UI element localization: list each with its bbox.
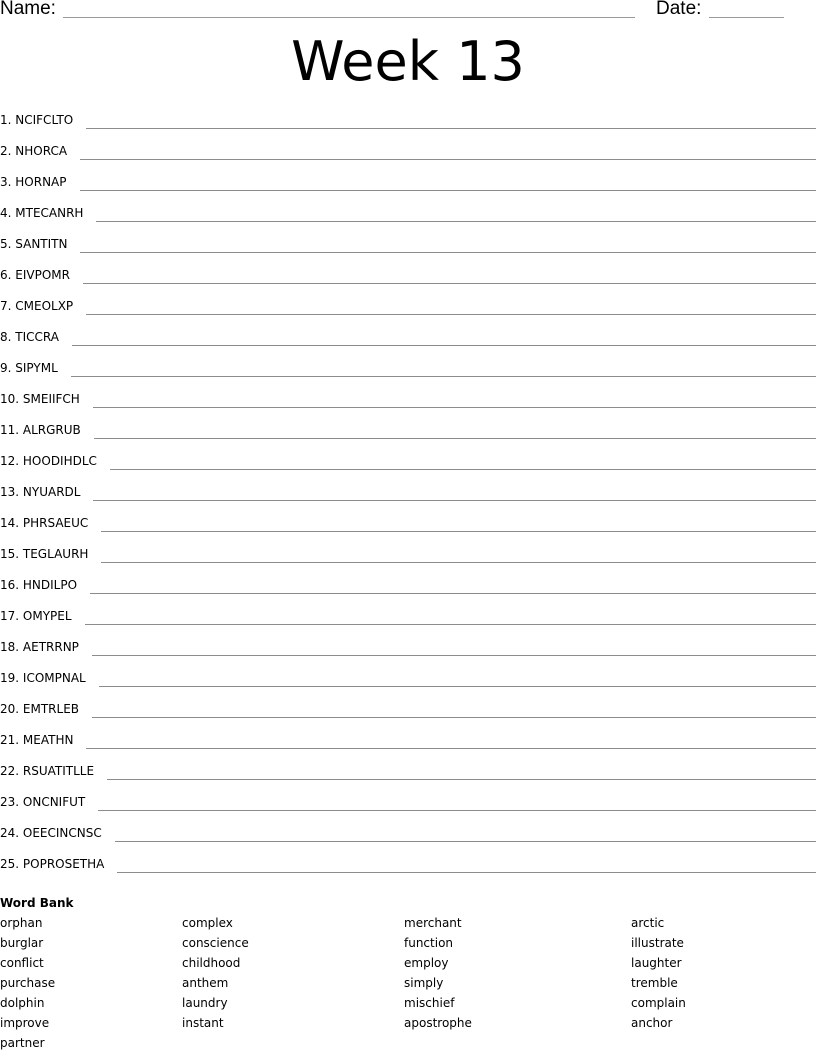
answer-line: [86, 128, 816, 129]
answer-line: [83, 283, 816, 284]
date-label: Date:: [656, 0, 702, 19]
question-row: [0, 856, 816, 887]
scrambled-word-label: 11. ALRGRUB: [0, 423, 81, 437]
scrambled-word-label: 23. ONCNIFUT: [0, 795, 86, 809]
word-bank: [0, 895, 816, 1056]
answer-line: [94, 438, 816, 439]
answer-line: [101, 531, 816, 532]
word-bank-word: purchase: [0, 976, 56, 990]
question-row: [0, 825, 816, 856]
question-row: [0, 453, 816, 484]
question-row: [0, 267, 816, 298]
answer-line: [99, 686, 816, 687]
word-bank-word: partner: [0, 1036, 45, 1050]
answer-line: [107, 779, 816, 780]
word-bank-word: simply: [404, 976, 444, 990]
question-row: [0, 174, 816, 205]
scrambled-word-label: 1. NCIFCLTO: [0, 113, 74, 127]
scrambled-word-label: 14. PHRSAEUC: [0, 516, 89, 530]
answer-line: [110, 469, 816, 470]
scrambled-word-label: 9. SIPYML: [0, 361, 58, 375]
question-row: [0, 236, 816, 267]
word-bank-word: mischief: [404, 996, 455, 1010]
answer-line: [92, 655, 816, 656]
word-bank-word: arctic: [631, 916, 665, 930]
word-bank-word: conscience: [182, 936, 249, 950]
word-bank-word: instant: [182, 1016, 224, 1030]
word-bank-word: anchor: [631, 1016, 673, 1030]
answer-line: [80, 159, 816, 160]
question-row: [0, 484, 816, 515]
scrambled-word-label: 24. OEECINCNSC: [0, 826, 102, 840]
scrambled-word-label: 3. HORNAP: [0, 175, 67, 189]
question-row: [0, 298, 816, 329]
worksheet-header: [0, 0, 816, 24]
question-row: [0, 608, 816, 639]
word-bank-grid: [0, 911, 816, 1056]
scrambled-word-label: 18. AETRRNP: [0, 640, 79, 654]
question-row: [0, 670, 816, 701]
word-bank-word: dolphin: [0, 996, 45, 1010]
scrambled-word-label: 13. NYUARDL: [0, 485, 81, 499]
answer-line: [93, 500, 816, 501]
question-row: [0, 112, 816, 143]
answer-line: [98, 810, 816, 811]
scrambled-word-label: 25. POPROSETHA: [0, 857, 105, 871]
word-bank-word: tremble: [631, 976, 678, 990]
question-row: [0, 794, 816, 825]
scrambled-word-label: 22. RSUATITLLE: [0, 764, 95, 778]
answer-line: [92, 717, 816, 718]
question-row: [0, 732, 816, 763]
answer-line: [85, 624, 816, 625]
word-bank-word: complex: [182, 916, 233, 930]
word-bank-word: anthem: [182, 976, 229, 990]
question-row: [0, 546, 816, 577]
answer-line: [117, 872, 816, 873]
answer-line: [115, 841, 816, 842]
scrambled-word-label: 15. TEGLAURH: [0, 547, 89, 561]
answer-line: [101, 562, 816, 563]
scrambled-word-label: 17. OMYPEL: [0, 609, 72, 623]
question-row: [0, 701, 816, 732]
scrambled-word-label: 12. HOODIHDLC: [0, 454, 97, 468]
word-bank-column: [404, 913, 472, 1033]
word-bank-word: function: [404, 936, 454, 950]
question-row: [0, 515, 816, 546]
word-bank-word: childhood: [182, 956, 241, 970]
scrambled-word-label: 10. SMEIIFCH: [0, 392, 80, 406]
name-field-line: [63, 17, 635, 18]
scrambled-word-label: 16. HNDILPO: [0, 578, 78, 592]
scrambled-word-label: 5. SANTITN: [0, 237, 68, 251]
question-row: [0, 391, 816, 422]
word-bank-word: apostrophe: [404, 1016, 472, 1030]
answer-line: [80, 252, 816, 253]
answer-line: [86, 314, 816, 315]
word-bank-word: merchant: [404, 916, 462, 930]
word-bank-word: laundry: [182, 996, 228, 1010]
question-row: [0, 143, 816, 174]
question-row: [0, 422, 816, 453]
scrambled-word-label: 20. EMTRLEB: [0, 702, 80, 716]
date-field-line: [709, 17, 784, 18]
word-bank-column: [631, 913, 686, 1033]
answer-line: [86, 748, 816, 749]
name-label: Name:: [0, 0, 56, 19]
word-bank-word: laughter: [631, 956, 682, 970]
answer-line: [80, 190, 816, 191]
question-row: [0, 577, 816, 608]
word-bank-word: complain: [631, 996, 686, 1010]
question-row: [0, 763, 816, 794]
question-row: [0, 360, 816, 391]
word-bank-word: orphan: [0, 916, 43, 930]
word-bank-word: conflict: [0, 956, 44, 970]
word-bank-title: Word Bank: [0, 896, 74, 910]
answer-line: [71, 376, 816, 377]
scrambled-word-label: 19. ICOMPNAL: [0, 671, 86, 685]
scrambled-word-label: 7. CMEOLXP: [0, 299, 74, 313]
scramble-question-list: [0, 112, 816, 887]
answer-line: [93, 407, 816, 408]
worksheet-title: Week 13: [291, 30, 525, 93]
answer-line: [96, 221, 816, 222]
question-row: [0, 205, 816, 236]
word-bank-word: improve: [0, 1016, 50, 1030]
word-bank-column: [182, 913, 249, 1033]
word-bank-word: burglar: [0, 936, 44, 950]
answer-line: [72, 345, 816, 346]
answer-line: [90, 593, 816, 594]
word-bank-word: employ: [404, 956, 449, 970]
question-row: [0, 639, 816, 670]
scrambled-word-label: 2. NHORCA: [0, 144, 68, 158]
question-row: [0, 329, 816, 360]
scrambled-word-label: 6. EIVPOMR: [0, 268, 70, 282]
scrambled-word-label: 8. TICCRA: [0, 330, 59, 344]
scrambled-word-label: 21. MEATHN: [0, 733, 74, 747]
word-bank-column: [0, 913, 55, 1053]
word-bank-word: illustrate: [631, 936, 684, 950]
scrambled-word-label: 4. MTECANRH: [0, 206, 84, 220]
